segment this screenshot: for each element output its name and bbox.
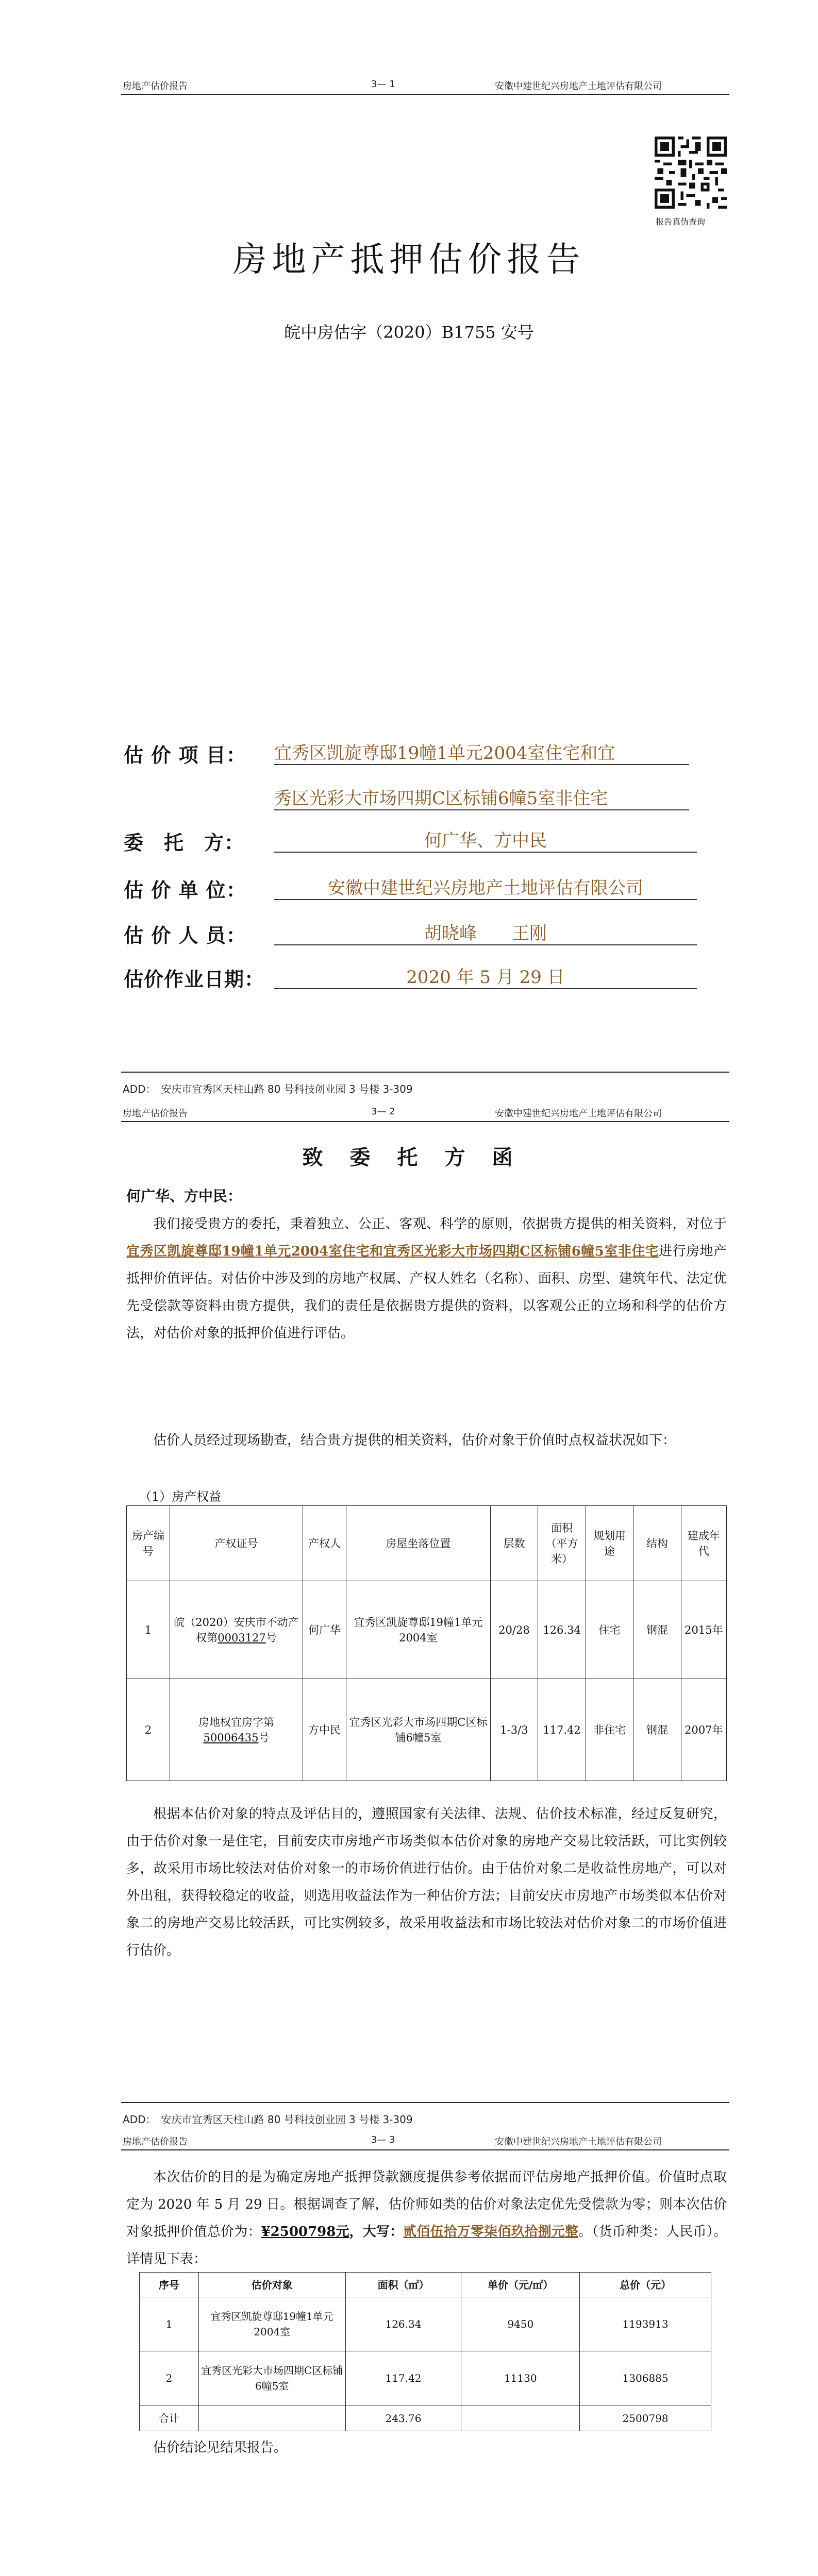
cell-price: 9450 <box>461 2297 580 2351</box>
info-value-appraisers: 胡晓峰 王刚 <box>274 919 697 945</box>
letter-paragraph-1-text: 我们接受贵方的委托，秉着独立、公正、客观、科学的原则，依据贵方提供的相关资料，对位于 <box>153 1216 727 1232</box>
letter-title: 致 委 托 方 函 <box>302 1145 516 1170</box>
header-rule <box>121 2149 729 2150</box>
cell-no: 2 <box>140 2351 199 2405</box>
cell-cert-text: 房地权宜房字第 <box>198 1716 274 1728</box>
letter-paragraph-2: 估价人员经过现场勘查，结合贵方提供的相关资料，估价对象于价值时点权益状况如下： <box>153 1433 676 1448</box>
footer-rule <box>121 1072 729 1073</box>
total-value-figure: ¥2500798元 <box>261 2224 349 2240</box>
letter-paragraph-1 <box>126 1211 727 1347</box>
cell-sum-label: 合计 <box>140 2405 199 2431</box>
cell-object: 宜秀区凯旋尊邸19幢1单元2004室 <box>198 2297 345 2351</box>
cell-cert-text: 皖（2020）安庆市不动产权第 <box>174 1616 299 1644</box>
letter-paragraph-5: 估价结论见结果报告。 <box>153 2440 288 2455</box>
footer-address: ADD： 安庆市宜秀区天柱山路 80 号科技创业园 3 号楼 3-309 <box>123 2113 413 2126</box>
report-title: 房地产抵押估价报告 <box>232 240 586 279</box>
cell-use: 非住宅 <box>586 1679 633 1781</box>
cell-area: 126.34 <box>345 2297 461 2351</box>
info-label-date: 估价作业日期： <box>124 968 265 991</box>
letter-property-highlight: 宜秀区凯旋尊邸19幢1单元2004室住宅和宜秀区光彩大市场四期C区标铺6幢5室非住宅 <box>126 1244 659 1259</box>
letter-paragraph-1-text-end: 进行房地产抵押价值评估。对估价中涉及到的房地产权属、产权人姓名（名称）、面积、房型、建筑年代、法定优先受偿款等资料由贵方提供，我们的责任是依据贵方提供的资料，以客观公正的立场和科学的估价方法，对估价对象的抵押价值进行评估。 <box>126 1244 727 1341</box>
cell-use: 住宅 <box>586 1581 633 1679</box>
col-header: 结构 <box>633 1506 681 1581</box>
cell-total: 1306885 <box>580 2351 711 2405</box>
col-header: 面积（㎡） <box>345 2273 461 2297</box>
info-value-project-line2: 秀区光彩大市场四期C区标铺6幢5室非住宅 <box>274 784 689 810</box>
cell-total: 1193913 <box>580 2297 711 2351</box>
cell-floors: 20/28 <box>490 1581 538 1679</box>
letter-paragraph-4 <box>126 2164 727 2273</box>
cell-owner: 方中民 <box>303 1679 346 1781</box>
info-label-project: 估 价 项 目： <box>124 743 246 767</box>
cell-area: 126.34 <box>538 1581 586 1679</box>
cell-structure: 钢混 <box>633 1581 681 1679</box>
total-value-words: 贰佰伍拾万零柒佰玖拾捌元整 <box>403 2224 579 2240</box>
cell-structure: 钢混 <box>633 1679 681 1781</box>
info-value-project-line1: 宜秀区凯旋尊邸19幢1单元2004室住宅和宜 <box>274 739 689 765</box>
cell-no: 1 <box>140 2297 199 2351</box>
cell-sum-total: 2500798 <box>580 2405 711 2431</box>
info-value-date: 2020 年 5 月 29 日 <box>274 963 697 989</box>
cell-price: 11130 <box>461 2351 580 2405</box>
table-row-total <box>140 2405 711 2431</box>
col-header: 房屋坐落位置 <box>346 1506 491 1581</box>
col-header: 面积（平方米） <box>538 1506 586 1581</box>
page-header-right: 安徽中建世纪兴房地产土地评估有限公司 <box>495 1108 662 1119</box>
info-label-appraisers: 估 价 人 员： <box>124 924 246 947</box>
cell-empty <box>461 2405 580 2431</box>
info-label-company: 估 价 单 位： <box>124 878 246 902</box>
cell-area: 117.42 <box>345 2351 461 2405</box>
header-rule <box>121 1121 729 1122</box>
cell-sum-area: 243.76 <box>345 2405 461 2431</box>
info-label-client: 委 托 方： <box>124 831 245 854</box>
letter-salutation: 何广华、方中民： <box>126 1188 242 1205</box>
cell-cert-suffix: 号 <box>258 1731 270 1744</box>
letter-paragraph-3: 根据本估价对象的特点及评估目的，遵照国家有关法律、法规、估价技术标准，经过反复研究，由于估价对象一是住宅，目前安庆市房地产市场类似本估价对象的房地产交易比较活跃，可比实例较多，故采用市场比较法对估价对象一的市场价值进行估价。由于估价对象二是收益性房地产，可以对外出租，获得较稳定的收益，则选用收益法作为一种估价方法；目前安庆市房地产市场类似本估价对象二的房地产交易比较活跃，可比实例较多，故采用收益法和市场比较法对估价对象二的市场价值进行估价。 <box>126 1806 727 1958</box>
cell-object: 宜秀区光彩大市场四期C区标铺6幢5室 <box>198 2351 345 2405</box>
col-header: 建成年代 <box>681 1506 726 1581</box>
cell-cert-suffix: 号 <box>265 1631 277 1644</box>
page-header-right: 安徽中建世纪兴房地产土地评估有限公司 <box>495 2137 662 2147</box>
cell-no: 1 <box>127 1581 170 1679</box>
table-row <box>127 1581 727 1679</box>
cell-cert-number: 50006435 <box>203 1731 259 1744</box>
value-table-header-row <box>140 2273 711 2297</box>
cell-year: 2007年 <box>681 1679 726 1781</box>
cell-area: 117.42 <box>538 1679 586 1781</box>
cell-cert <box>170 1679 303 1781</box>
col-header: 总价（元） <box>580 2273 711 2297</box>
col-header: 估价对象 <box>198 2273 345 2297</box>
rights-table <box>126 1505 727 1781</box>
col-header: 产权证号 <box>170 1506 303 1581</box>
rights-table-caption: （1）房产权益 <box>139 1489 222 1504</box>
cell-year: 2015年 <box>681 1581 726 1679</box>
cell-cert <box>170 1581 303 1679</box>
report-number: 皖中房估字（2020）B1755 安号 <box>284 323 534 342</box>
value-table <box>139 2272 711 2431</box>
col-header: 房产编号 <box>127 1506 170 1581</box>
cell-owner: 何广华 <box>303 1581 346 1679</box>
col-header: 规划用途 <box>586 1506 633 1581</box>
page-header-number: 3— 2 <box>371 1106 395 1117</box>
cell-location: 宜秀区凯旋尊邸19幢1单元2004室 <box>346 1581 491 1679</box>
cell-no: 2 <box>127 1679 170 1781</box>
cell-floors: 1-3/3 <box>490 1679 538 1781</box>
cell-cert-number: 0003127 <box>218 1631 266 1644</box>
total-value-connector: ，大写： <box>349 2224 404 2240</box>
info-value-client: 何广华、方中民 <box>274 826 697 853</box>
table-row <box>140 2351 711 2405</box>
qr-code-icon[interactable] <box>655 137 727 209</box>
cell-location: 宜秀区光彩大市场四期C区标铺6幢5室 <box>346 1679 491 1781</box>
letter-paragraph-4-text: 本次估价的目的是为确定房地产抵押贷款额度提供参考依据而评估房地产抵押价值。价值时点取定为 2020 年 5 月 29 日。根据调查了解，估价师如类的估价对象法定优先受偿款为零；则本次估价对象抵押价值总价为： <box>126 2170 727 2240</box>
letter-paragraph-4-text-end: 。（货币种类：人民币）。详情见下表： <box>126 2224 727 2267</box>
cell-empty <box>198 2405 345 2431</box>
col-header: 产权人 <box>303 1506 346 1581</box>
table-row <box>127 1679 727 1781</box>
col-header: 层数 <box>490 1506 538 1581</box>
footer-address: ADD： 安庆市宜秀区天柱山路 80 号科技创业园 3 号楼 3-309 <box>123 1083 413 1095</box>
header-rule <box>121 94 729 95</box>
page-header-left: 房地产估价报告 <box>123 81 188 92</box>
col-header: 单价（元/㎡） <box>461 2273 580 2297</box>
rights-table-header-row <box>127 1506 727 1581</box>
page-header-left: 房地产估价报告 <box>123 2137 188 2147</box>
qr-caption: 报告真伪查询 <box>656 217 706 227</box>
info-value-company: 安徽中建世纪兴房地产土地评估有限公司 <box>274 874 697 900</box>
page-header-number: 3— 1 <box>371 79 395 90</box>
footer-rule <box>121 2102 729 2103</box>
page-header-right: 安徽中建世纪兴房地产土地评估有限公司 <box>495 81 662 92</box>
table-row <box>140 2297 711 2351</box>
page-header-left: 房地产估价报告 <box>123 1108 188 1119</box>
col-header: 序号 <box>140 2273 199 2297</box>
page-header-number: 3— 3 <box>371 2134 395 2145</box>
